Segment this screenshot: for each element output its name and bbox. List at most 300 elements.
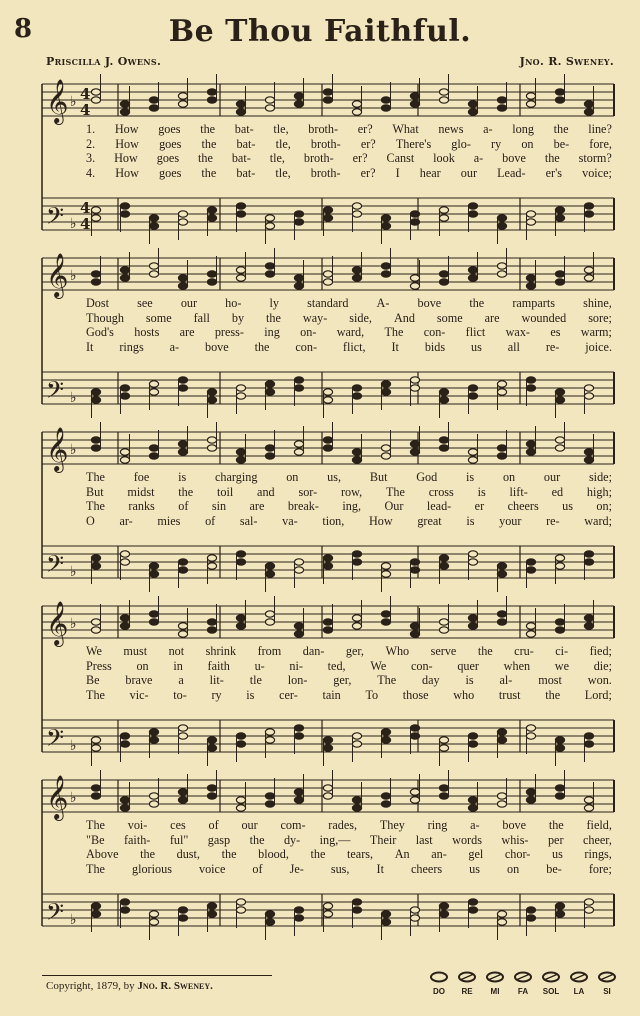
lyric-syllable: ward, [336,325,365,340]
lyric-syllable: Je- [289,861,304,876]
lyric-syllable: Canst [386,151,415,166]
solfege-shape-key [428,968,618,996]
lyric-line [86,688,612,703]
note-head [294,93,303,99]
note-head [91,745,100,751]
lyric-syllable: warm; [580,325,612,340]
note-head [207,627,216,633]
note-head [526,283,535,289]
note-head [439,745,448,751]
solfege-shape-icon [568,968,590,987]
lyric-syllable: ry [491,136,502,151]
note-head [120,805,129,811]
lyric-syllable: Who [385,644,410,658]
lyric-syllable: rings [119,339,144,354]
lyric-syllable: God's [86,325,114,340]
lyric-syllable: not [168,644,185,658]
note-head [352,741,361,747]
lyric-syllable: us [551,847,563,862]
lyric-syllable: The [385,484,405,499]
note-head [439,437,448,443]
lyric-line [86,659,612,674]
note-head [468,615,477,621]
note-head [526,623,535,629]
note-head [468,741,477,747]
lyric-line [86,833,612,848]
note-head [584,615,593,621]
note-head [381,737,390,743]
note-head [207,903,216,909]
note-head [381,801,390,807]
lyric-syllable: The [86,470,105,484]
note-head [584,899,593,905]
lyric-syllable: er? [352,151,368,166]
note-head [439,271,448,277]
lyric-syllable: us [471,339,482,354]
lyric-syllable: ni- [289,658,303,673]
lyric-line [86,862,612,877]
lyric-line [86,514,612,529]
note-head [207,745,216,751]
note-head [91,445,100,451]
note-head [526,377,535,383]
note-head [265,793,274,799]
note-head [207,97,216,103]
lyric-syllable: us [469,861,480,876]
note-head [555,89,564,95]
lyric-syllable: storm? [578,151,612,166]
note-head [178,725,187,731]
lyric-syllable: are [249,499,265,514]
note-head [207,445,216,451]
note-head [149,801,158,807]
note-head [497,263,506,269]
note-head [352,623,361,629]
lyric-syllable: tain [322,687,341,702]
note-head [526,907,535,913]
lyric-syllable: a- [470,818,480,832]
note-head [207,397,216,403]
lyric-syllable: er's [545,165,563,180]
lyric-syllable: ed [551,484,564,499]
lyric-syllable: It [86,339,94,354]
note-head [149,381,158,387]
note-head [149,619,158,625]
lyric-syllable: We [86,644,102,658]
note-head [236,275,245,281]
note-head [294,567,303,573]
note-head [236,267,245,273]
lyric-syllable: charging [215,470,258,484]
note-head [294,283,303,289]
note-head [178,623,187,629]
lyric-syllable: glorious [131,861,172,876]
note-head [178,441,187,447]
lyric-syllable: ho- [225,296,242,310]
note-head [265,263,274,269]
flat-sign-icon: ♭ [70,94,77,110]
lyric-syllable: is [178,470,187,484]
lyric-syllable: tears, [347,847,374,862]
bass-clef-icon: 𝄢 [46,376,65,409]
note-head [236,899,245,905]
lyric-syllable: Our [384,499,404,514]
note-head [584,101,593,107]
lyric-syllable: bove [502,818,527,832]
lyric-line [86,499,612,514]
lyric-syllable: see [137,296,153,310]
note-head [410,907,419,913]
solfege-label: FA [517,987,529,996]
note-head [497,271,506,277]
note-head [381,919,390,925]
lyric-syllable: To [365,687,379,702]
lyric-syllable: fall [193,310,210,325]
lyric-syllable: lift- [509,484,528,499]
note-head [265,563,274,569]
note-head [149,105,158,111]
note-head [120,899,129,905]
lyric-line [86,311,612,326]
note-head [410,377,419,383]
author-credit: Priscilla J. Owens. [46,55,162,68]
time-signature: 4 [80,101,91,119]
lyric-syllable: by [231,310,245,325]
note-head [120,733,129,739]
lyric-syllable: cross [428,484,454,499]
note-head [294,449,303,455]
lyric-syllable: va- [282,513,298,528]
lyric-syllable: tle [249,673,262,688]
note-head [149,737,158,743]
lyric-syllable: the [548,818,564,832]
note-head [178,283,187,289]
lyric-syllable: the [178,484,194,499]
note-head [497,737,506,743]
note-head [294,907,303,913]
note-head [381,263,390,269]
lyric-syllable: dust, [176,847,200,862]
lyric-syllable: How [368,513,393,528]
lyric-syllable: toil [216,484,234,499]
treble-clef-icon: 𝄞 [46,601,69,645]
note-head [439,911,448,917]
lyric-syllable: bat- [234,122,254,136]
lyric-syllable: when [503,658,531,673]
note-head [207,785,216,791]
lyric-syllable: and [257,484,275,499]
note-head [555,785,564,791]
note-head [497,801,506,807]
note-head [178,797,187,803]
note-head [584,457,593,463]
lyric-syllable: con- [423,325,446,340]
note-head [91,271,100,277]
note-head [207,207,216,213]
copyright-prefix: Copyright, 1879, by [46,980,135,992]
note-head [352,267,361,273]
note-head [236,907,245,913]
note-head [178,93,187,99]
note-head [497,563,506,569]
lyric-syllable: How [115,165,139,180]
lyric-syllable: is [465,673,474,688]
note-head [555,555,564,561]
note-head [555,445,564,451]
note-head [584,385,593,391]
note-head [265,801,274,807]
note-head [439,207,448,213]
lyric-syllable: break- [287,499,319,514]
lyric-syllable: the [469,296,485,310]
lyric-line [86,340,612,355]
note-head [120,203,129,209]
note-head [584,211,593,217]
lyric-syllable: whis- [501,832,529,847]
note-head [468,385,477,391]
note-head [410,275,419,281]
lyric-syllable: "Be [86,832,105,847]
footer-divider [42,975,272,976]
note-head [526,385,535,391]
note-head [352,449,361,455]
lyric-syllable: 4. [86,165,96,180]
lyric-syllable: to- [173,687,187,702]
note-head [468,551,477,557]
note-head [468,275,477,281]
lyric-syllable: hear [419,165,441,180]
lyric-syllable: How [114,122,139,136]
bass-clef-icon: 𝄢 [46,202,65,235]
note-head [381,571,390,577]
lyric-syllable: re- [546,513,560,528]
note-head [265,223,274,229]
note-head [468,101,477,107]
note-head [526,915,535,921]
lyric-syllable: is [466,470,475,484]
note-head [439,563,448,569]
note-head [439,445,448,451]
note-head [584,907,593,913]
note-head [526,211,535,217]
note-head [352,797,361,803]
note-head [584,275,593,281]
note-head [526,733,535,739]
note-head [294,789,303,795]
note-head [236,559,245,565]
note-head [91,793,100,799]
note-head [149,793,158,799]
lyric-syllable: It [376,861,384,876]
lyric-syllable: Be [86,673,100,688]
note-head [149,223,158,229]
lyric-syllable: 2. [86,136,96,151]
lyric-syllable: the [201,136,217,151]
lyric-syllable: ar- [119,513,133,528]
solfege-shape-icon [428,968,450,987]
lyric-syllable: cheers [411,861,443,876]
note-head [207,563,216,569]
note-head [584,797,593,803]
lyric-syllable: But [369,470,388,484]
lyric-syllable: those [402,687,429,702]
lyric-syllable: gel [468,847,484,862]
note-head [381,729,390,735]
note-head [91,563,100,569]
lyric-syllable: high; [586,484,612,499]
lyric-syllable: vic- [129,687,149,702]
note-head [91,89,100,95]
note-head [468,559,477,565]
copyright-holder: Jno. R. Sweney. [137,980,213,992]
lyric-syllable: the [249,832,265,847]
note-head [352,805,361,811]
verse-lyrics [86,122,612,180]
solfege-label: MI [490,987,500,996]
note-head [352,899,361,905]
lyric-syllable: great [417,513,442,528]
lyric-syllable: ring [427,818,448,832]
note-head [120,385,129,391]
note-head [526,449,535,455]
lyric-line [86,673,612,688]
lyric-syllable: Lead- [497,165,526,180]
lyric-line [86,166,612,181]
lyric-syllable: day [422,673,440,688]
lyric-syllable: press- [214,325,244,340]
lyric-syllable: rings, [584,847,612,862]
time-signature: 4 [80,199,91,217]
lyric-syllable: bat- [231,151,251,166]
lyric-syllable: The [86,861,105,876]
lyric-syllable: broth- [310,165,341,180]
lyric-syllable: ward; [584,513,612,528]
note-head [294,797,303,803]
note-head [91,785,100,791]
lyric-syllable: side, [349,310,372,325]
note-head [526,219,535,225]
note-head [91,397,100,403]
note-head [120,457,129,463]
note-head [294,385,303,391]
note-head [294,377,303,383]
lyric-syllable: al- [499,673,513,688]
note-head [352,393,361,399]
lyric-syllable: ly [269,296,280,310]
note-head [497,97,506,103]
note-head [323,89,332,95]
note-head [381,619,390,625]
lyric-syllable: last [415,832,433,847]
flat-sign-icon: ♭ [70,390,77,406]
lyric-syllable: trust [498,687,521,702]
note-head [178,275,187,281]
lyric-syllable: cheers [507,499,539,514]
lyric-syllable: way- [302,310,328,325]
lyric-syllable: rades, [328,818,358,832]
lyric-syllable: cheer, [582,832,612,847]
note-head [584,623,593,629]
solfege-shape-icon [484,968,506,987]
note-head [497,793,506,799]
note-head [323,627,332,633]
lyric-syllable: the [545,687,561,702]
note-head [91,389,100,395]
lyric-syllable: must [123,644,148,658]
note-head [323,215,332,221]
lyric-syllable: the [198,151,213,166]
note-head [207,271,216,277]
note-head [410,789,419,795]
note-head [294,631,303,637]
solfege-label: LA [573,987,585,996]
note-head [236,101,245,107]
note-head [526,631,535,637]
note-head [236,615,245,621]
lyric-syllable: a [178,673,184,688]
lyric-syllable: bids [424,339,446,354]
lyric-syllable: on [507,861,520,876]
note-head [207,279,216,285]
note-head [497,453,506,459]
lyric-syllable: a- [483,122,493,136]
lyric-syllable: goes [159,136,182,151]
lyric-syllable: How [115,136,139,151]
note-head [149,571,158,577]
solfege-label: RE [461,987,473,996]
lyric-syllable: A- [376,296,390,310]
note-head [584,267,593,273]
lyric-syllable: bat- [236,136,256,151]
note-head [352,385,361,391]
lyric-syllable: tle, [273,122,289,136]
lyric-syllable: on [521,136,534,151]
note-head [120,211,129,217]
lyric-syllable: sal- [239,513,258,528]
note-head [207,911,216,917]
note-head [323,793,332,799]
lyric-syllable: the [266,310,281,325]
note-head [236,797,245,803]
note-head [323,445,332,451]
note-head [555,911,564,917]
lyric-syllable: serve [430,644,457,658]
lyric-syllable: faith [207,658,230,673]
lyric-syllable: ing, [342,499,362,514]
note-head [236,457,245,463]
lyric-syllable: the [140,847,155,862]
note-head [149,563,158,569]
bass-clef-icon: 𝄢 [46,724,65,757]
lyric-syllable: is [477,484,486,499]
lyric-syllable: on [286,470,299,484]
note-head [323,619,332,625]
note-head [555,97,564,103]
note-head [149,389,158,395]
note-head [439,737,448,743]
lyric-line [86,122,612,137]
note-head [323,737,332,743]
treble-clef-icon: 𝄞 [46,775,69,819]
lyric-line [86,137,612,152]
lyric-syllable: ramparts [512,296,555,310]
note-head [584,741,593,747]
note-head [410,385,419,391]
lyric-syllable: re- [545,339,560,354]
note-head [410,559,419,565]
note-head [381,793,390,799]
note-head [381,563,390,569]
